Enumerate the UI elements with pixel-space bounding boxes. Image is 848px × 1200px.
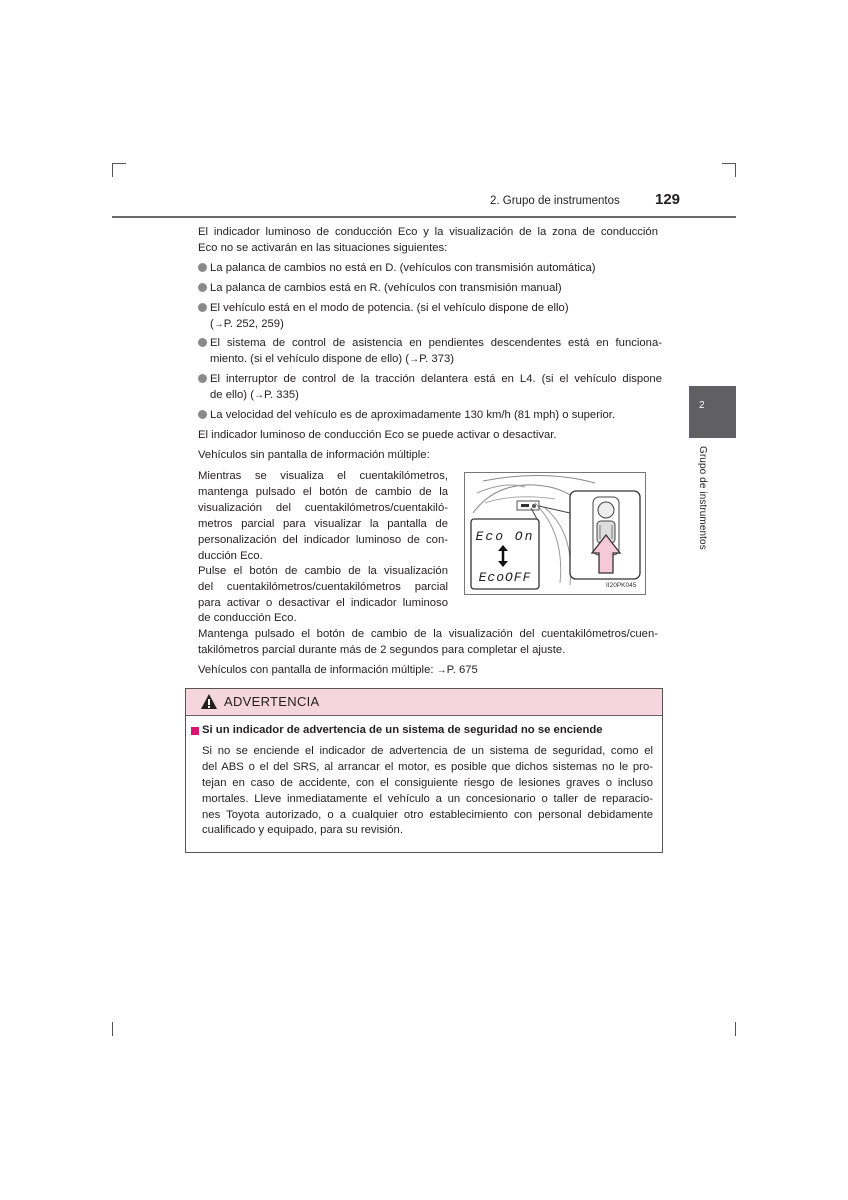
bullet-item: El sistema de control de asistencia en pendientes descendentes está en funciona-: [198, 335, 662, 351]
hold-instruction: Mantenga pulsado el botón de cambio de la visualización del cuentakilómetros/cuen-: [198, 628, 658, 640]
bullet-dot: [198, 338, 207, 347]
column-line: del cuentakilómetros/cuentakilómetros parcial: [198, 581, 448, 593]
header-rule: [112, 216, 736, 218]
figure-code: II20PK045: [606, 582, 637, 589]
chapter-label: Grupo de instrumentos: [697, 446, 708, 550]
bullet-item: La palanca de cambios no está en D. (vehículos con transmisión automática): [198, 260, 596, 276]
column-line: Mientras se visualiza el cuentakilómetros,: [198, 470, 448, 482]
hold-instruction: takilómetros parcial durante más de 2 segundos para completar el ajuste.: [198, 644, 566, 656]
bullet-item: La palanca de cambios está en R. (vehículos con transmisión manual): [198, 280, 562, 296]
column-line: personalización del indicador luminoso de con-: [198, 534, 448, 546]
arrow-icon: →: [409, 354, 420, 365]
intro-line: Eco no se activarán en las situaciones siguientes:: [198, 242, 448, 254]
display-eco-off: EcoOFF: [478, 570, 532, 585]
bullet-continuation: miento. (si el vehículo dispone de ello) (→P. 373): [210, 353, 455, 365]
bullet-continuation: (→P. 252, 259): [210, 318, 284, 330]
chapter-number: 2: [699, 400, 705, 411]
column-line: visualización del cuentakilómetros/cuentakiló-: [198, 502, 448, 514]
bullet-continuation: de ello) (→P. 335): [210, 389, 299, 401]
column-line: metros parcial para visualizar la pantalla de: [198, 518, 448, 530]
page-number: 129: [655, 191, 681, 208]
bullet-dot: [198, 410, 207, 419]
eco-display-figure: [464, 472, 646, 595]
crop-mark: [735, 163, 736, 177]
arrow-icon: →: [436, 665, 447, 676]
crop-mark: [112, 163, 113, 177]
column-line: Pulse el botón de cambio de la visualización: [198, 565, 448, 577]
bullet-item: La velocidad del vehículo es de aproximadamente 130 km/h (81 mph) o superior.: [198, 407, 615, 423]
subheading: Vehículos sin pantalla de información múltiple:: [198, 449, 430, 461]
warning-marker: [191, 727, 199, 735]
bullet-item: El vehículo está en el modo de potencia. (si el vehículo dispone de ello): [198, 300, 569, 316]
arrow-icon: →: [253, 390, 264, 401]
display-eco-on: Eco On: [475, 529, 535, 544]
warning-text-line: mortales. Lleve inmediatamente el vehículo a un concesionario o taller de reparacio-: [202, 793, 653, 805]
column-line: de conducción Eco.: [198, 612, 297, 624]
warning-text-line: del ABS o el del SRS, al arrancar el motor, es posible que dichos sistemas no le pro-: [202, 761, 653, 773]
bullet-dot: [198, 374, 207, 383]
warning-text-line: cualificado y equipado, para su revisión.: [202, 824, 403, 836]
crop-mark: [735, 1022, 736, 1036]
warning-text-line: Si no se enciende el indicador de advertencia de un sistema de seguridad, como el: [202, 745, 653, 757]
crop-mark: [112, 163, 126, 164]
bullet-dot: [198, 303, 207, 312]
display-change-button: [598, 502, 614, 518]
bullet-dot: [198, 283, 207, 292]
bullet-dot: [198, 263, 207, 272]
column-line: mantenga pulsado el botón de cambio de la: [198, 486, 448, 498]
bullet-item: El interruptor de control de la tracción delantera está en L4. (si el vehículo dispone: [198, 371, 662, 387]
intro-line: El indicador luminoso de conducción Eco y la visualización de la zona de conducción: [198, 226, 658, 238]
toggle-note: El indicador luminoso de conducción Eco se puede activar o desactivar.: [198, 429, 557, 441]
arrow-icon: →: [213, 319, 224, 330]
warning-text-line: tejan en caso de accidente, con el consiguiente riesgo de lesiones graves o incluso: [202, 777, 653, 789]
section-title: 2. Grupo de instrumentos: [490, 195, 620, 207]
crop-mark: [722, 163, 736, 164]
column-line: ducción Eco.: [198, 550, 263, 562]
instrument-cluster-illustration: [465, 473, 645, 594]
column-line: para activar o desactivar el indicador luminoso: [198, 597, 448, 609]
warning-text-line: nes Toyota autorizado, o a cualquier otro establecimiento con personal debidamente: [202, 809, 653, 821]
warning-triangle-icon: [200, 693, 218, 710]
crop-mark: [112, 1022, 113, 1036]
warning-title: ADVERTENCIA: [224, 694, 320, 709]
chapter-tab: [689, 386, 736, 438]
multi-display-ref: Vehículos con pantalla de información múltiple: →P. 675: [198, 664, 478, 676]
warning-subtitle: Si un indicador de advertencia de un sistema de seguridad no se enciende: [202, 724, 603, 736]
warning-header: [186, 689, 662, 716]
